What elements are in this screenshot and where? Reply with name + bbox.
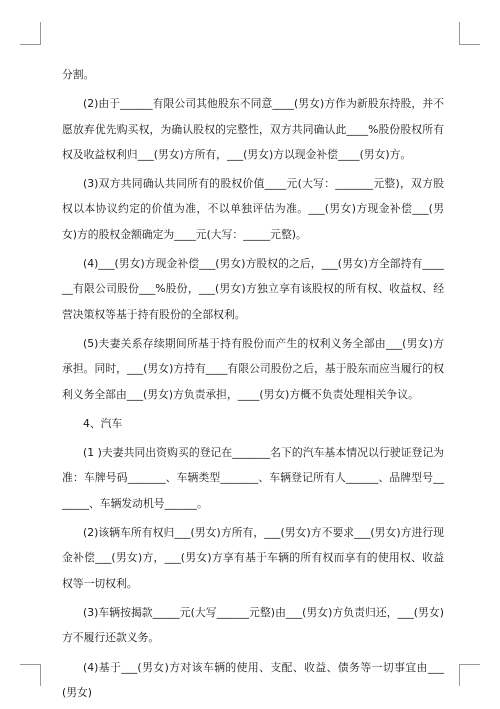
crop-mark-bottom-left-h [20,664,41,665]
crop-mark-bottom-right-v [459,664,460,686]
paragraph-car-1: (1 )夫妻共同出资购买的登记在_______名下的汽车基本情况以行驶证登记为准：车牌号码_______、车辆类型_______、车辆登记所有人______、品牌型号_______、车辆发动机号______。 [62,446,444,510]
crop-mark-top-left-v [40,22,41,44]
crop-mark-top-right-v [459,22,460,44]
paragraph-equity-5: (5)夫妻关系存续期间所基于持有股份而产生的权利义务全部由___(男女)方承担。同时，___(男女)方持有____有限公司股份之后，基于股东而应当履行的权利义务全部由___(男女)方负责承担，____(男女)方概不负责处理相关争议。 [62,336,444,401]
crop-mark-bottom-left-v [40,664,41,686]
paragraph-equity-2: (2)由于______有限公司其他股东不同意____(男女)方作为新股东持股，并不愿放弃优先购买权，为确认股权的完整性，双方共同确认此____%股份股权所有权及收益权利归___(男女)方所有，___(男女)方以现金补偿____(男女)方。 [62,97,444,161]
paragraph-equity-3: (3)双方共同确认共同所有的股权价值____元(大写：_______元整)，双方股权以本协议约定的价值为准，不以单独评估为准。___(男女)方现金补偿___(男女)方的股权金额确定为____元(大写：_____元整)。 [62,177,444,241]
crop-mark-top-right-h [459,44,480,45]
paragraph-continuation: 分割。 [62,68,95,81]
paragraph-car-3: (3)车辆按揭款_____元(大写______元整)由___(男女)方负责归还，___(男女)方不履行还款义务。 [62,605,444,645]
crop-mark-top-left-h [20,44,41,45]
paragraph-car-4: (4)基于___(男女)方对该车辆的使用、支配、收益、债务等一切事宜由___(男女) [62,660,444,699]
section-heading-car: 4、汽车 [83,416,123,430]
document-body [62,62,444,709]
paragraph-car-2: (2)该辆车所有权归___(男女)方所有，___(男女)方不要求___(男女)方进行现金补偿___(男女)方，___(男女)方享有基于车辆的所有权而享有的使用权、收益权等一切权利。 [62,526,444,590]
paragraph-equity-4: (4)___(男女)方现金补偿___(男女)方股权的之后，___(男女)方全部持有______有限公司股份___%股份，___(男女)方独立享有该股权的所有权、收益权、经营决策权等基于持有股份的全部权利。 [62,257,444,321]
crop-mark-bottom-right-h [459,664,480,665]
